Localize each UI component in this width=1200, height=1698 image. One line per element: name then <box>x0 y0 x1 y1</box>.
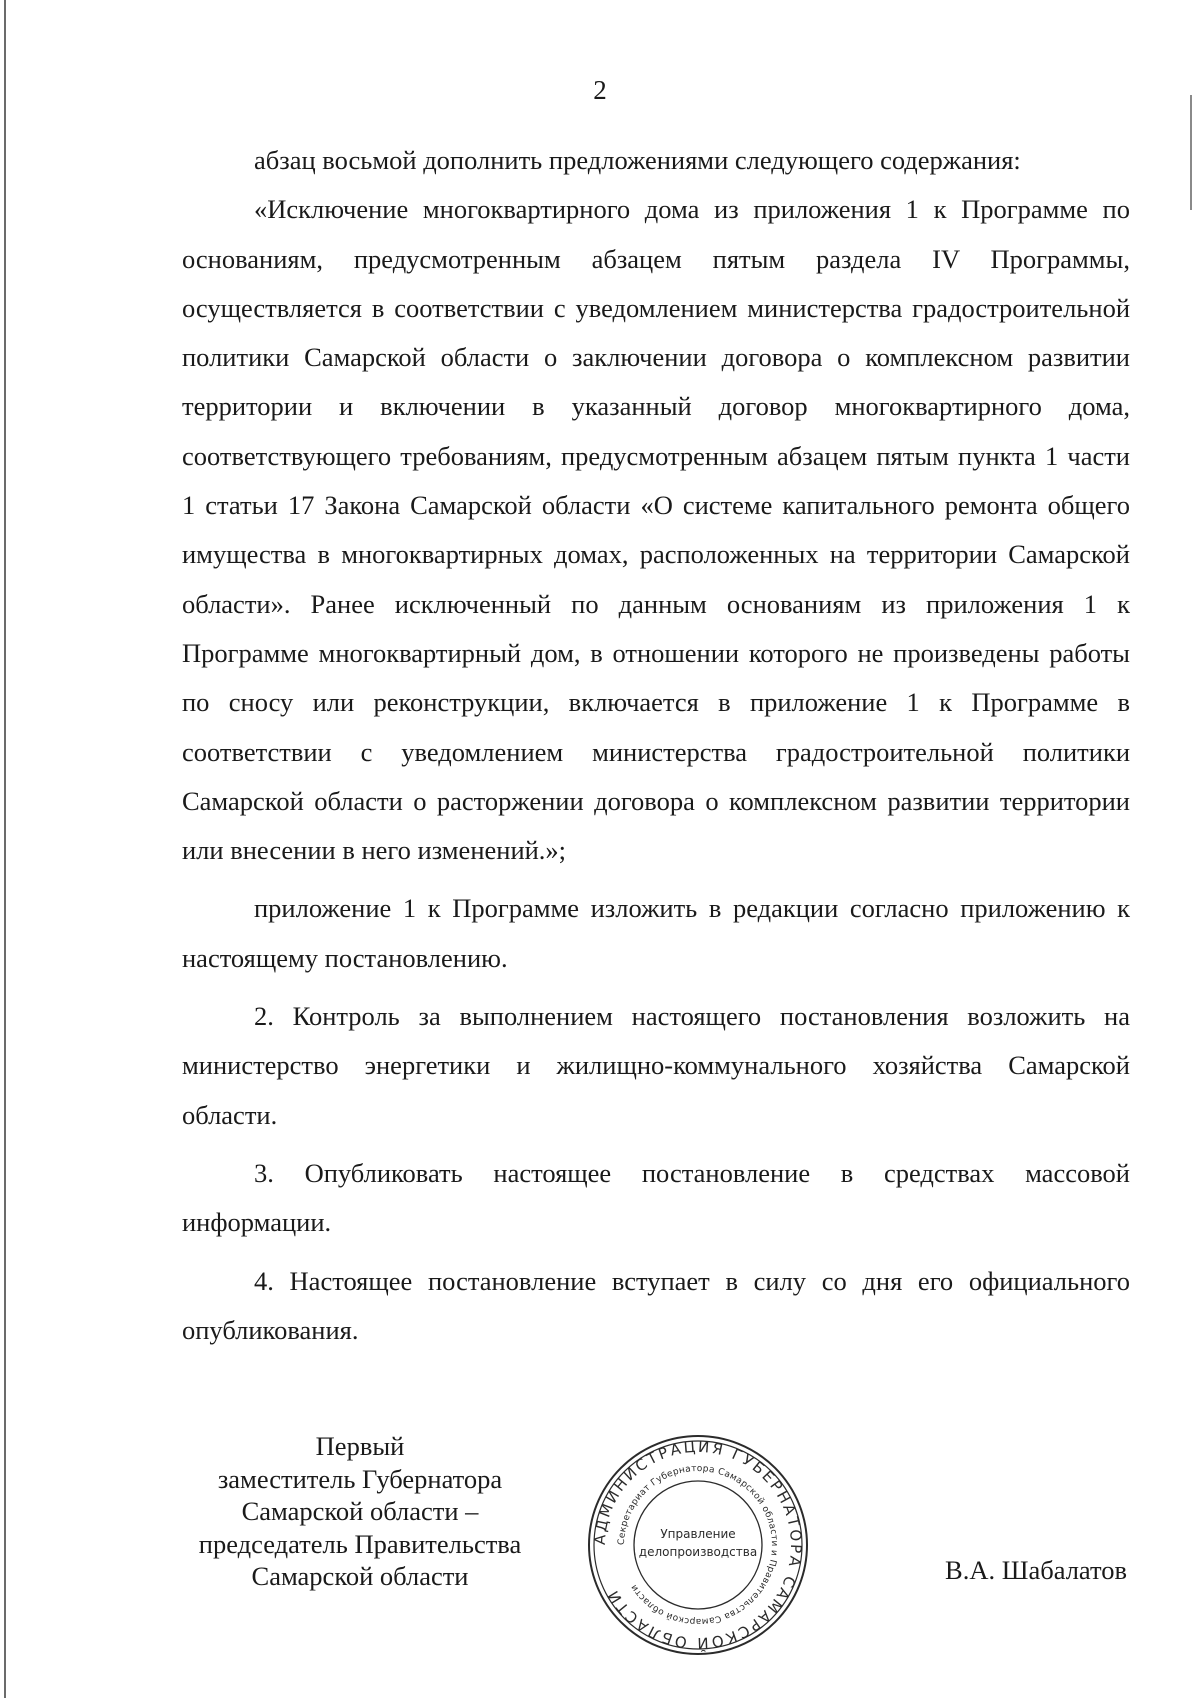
page-number: 2 <box>593 75 607 105</box>
signatory-title <box>150 1430 570 1593</box>
stamp-center-line-1: Управление <box>660 1527 736 1541</box>
paragraph-appendix: приложение 1 к Программе изложить в редакции согласно приложению к настоящему постановлению. <box>182 893 1130 973</box>
signatory-title-line: председатель Правительства <box>198 1528 522 1559</box>
stamp-center-line-2: делопроизводства <box>638 1545 758 1559</box>
signatory-title-line: Самарской области <box>251 1561 469 1591</box>
stamp-outer-text: АДМИНИСТРАЦИЯ ГУБЕРНАТОРА САМАРСКОЙ ОБЛАСТИ <box>590 1437 806 1653</box>
signatory-title-line: Первый <box>315 1431 405 1461</box>
scan-left-edge <box>4 0 6 1698</box>
signatory-title-line: заместитель Губернатора <box>217 1463 503 1494</box>
signatory-title-line: Самарской области – <box>241 1496 479 1526</box>
paragraph-amendment-intro: абзац восьмой дополнить предложениями следующего содержания: <box>254 145 1021 175</box>
scan-right-edge-mark <box>1190 95 1192 210</box>
official-stamp <box>585 1432 811 1658</box>
paragraph-exclusion-rule: «Исключение многоквартирного дома из приложения 1 к Программе по основаниям, предусмотренным абзацем пятым раздела IV Программы, осуществляется в соответствии с уведомлением министерства градостроительной политики Самарской области о заключении договора о комплексном развитии территории и включении в указанный договор многоквартирного дома, соответствующего требованиям, предусмотренным абзацем пятым пункта 1 части 1 статьи 17 Закона Самарской области «О системе капитального ремонта общего имущества в многоквартирных домах, расположенных на территории Самарской области». Ранее исключенный по данным основаниям из приложения 1 к Программе многоквартирный дом, в отношении которого не произведены работы по сносу или реконструкции, включается в приложение 1 к Программе в соответствии с уведомлением министерства градостроительной политики Самарской области о расторжении договора о комплексном развитии территории или внесении в него изменений.»; <box>182 194 1130 866</box>
paragraph-item-4: 4. Настоящее постановление вступает в силу со дня его официального опубликования. <box>182 1265 1130 1345</box>
document-body <box>182 136 1130 1355</box>
stamp-inner-text: Секретариат Губернатора Самарской области и Правительства Самарской области <box>616 1463 780 1627</box>
signer-name: В.А. Шабалатов <box>945 1555 1127 1585</box>
paragraph-item-2: 2. Контроль за выполнением настоящего постановления возложить на министерство энергетики и жилищно-коммунального хозяйства Самарской области. <box>182 1001 1130 1130</box>
paragraph-item-3: 3. Опубликовать настоящее постановление в средствах массовой информации. <box>182 1157 1130 1238</box>
